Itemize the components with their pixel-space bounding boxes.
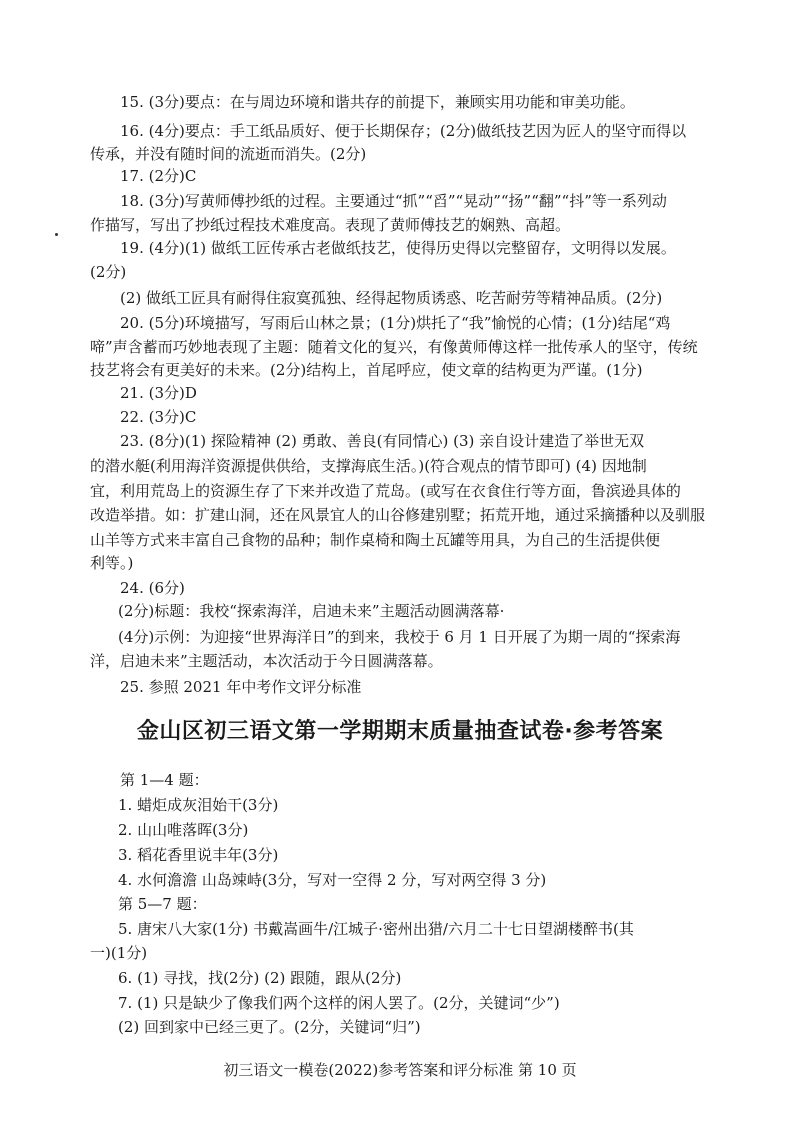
answer-15: 15. (3分)要点：在与周边环境和谐共存的前提下，兼顾实用功能和审美功能。 — [120, 93, 635, 111]
answer-24-example-line2: 洋，启迪未来”主题活动，本次活动于今日圆满落幕。 — [90, 652, 443, 670]
second-answer-7-line2: (2) 回到家中已经三更了。(2分，关键词“归”) — [118, 1018, 421, 1036]
second-answer-5-line1: 5. 唐宋八大家(1分) 书戴嵩画牛/江城子·密州出猎/六月二十七日望湖楼醉书(其 — [118, 920, 634, 938]
answer-23-line2: 的潜水艇(利用海洋资源提供供给，支撑海底生活。)(符合观点的情节即可) (4) 因地制 — [90, 457, 647, 475]
second-answer-2: 2. 山山唯落晖(3分) — [118, 821, 249, 839]
page-footer: 初三语文一模卷(2022)参考答案和评分标准 第 10 页 — [223, 1061, 577, 1079]
answer-17: 17. (2分)C — [120, 167, 197, 185]
second-answer-4: 4. 水何澹澹 山岛竦峙(3分，写对一空得 2 分，写对两空得 3 分) — [118, 871, 547, 889]
section-title: 金山区初三语文第一学期期末质量抽查试卷·参考答案 — [136, 719, 664, 744]
answer-22: 22. (3分)C — [120, 408, 197, 426]
group-1-4-label: 第 1—4 题： — [120, 771, 209, 789]
answer-24: 24. (6分) — [120, 579, 185, 597]
answer-18-line1: 18. (3分)写黄师傅抄纸的过程。主要通过“抓”“舀”“晃动”“扬”“翻”“抖”等一系列动 — [120, 192, 667, 210]
answer-19-line2: (2分) — [90, 263, 127, 281]
second-answer-7-line1: 7. (1) 只是缺少了像我们两个这样的闲人罢了。(2分，关键词“少”) — [118, 994, 560, 1012]
second-answer-5-line2: 一)(1分) — [90, 944, 148, 962]
answer-16-line2: 传承，并没有随时间的流逝而消失。(2分) — [90, 145, 367, 163]
answer-23-line4: 改造举措。如：扩建山洞，还在风景宜人的山谷修建别墅；拓荒开地，通过采摘播种以及驯服 — [90, 506, 706, 524]
answer-16-line1: 16. (4分)要点：手工纸品质好、便于长期保存；(2分)做纸技艺因为匠人的坚守而得以 — [120, 122, 687, 140]
second-answer-3: 3. 稻花香里说丰年(3分) — [118, 846, 279, 864]
answer-23-line3: 宜，利用荒岛上的资源生存了下来并改造了荒岛。(或写在衣食住行等方面，鲁滨逊具体的 — [90, 482, 681, 500]
second-answer-6: 6. (1) 寻找，找(2分) (2) 跟随，跟从(2分) — [118, 969, 402, 987]
answer-25: 25. 参照 2021 年中考作文评分标准 — [120, 678, 362, 696]
answer-20-line1: 20. (5分)环境描写，写雨后山林之景；(1分)烘托了“我”愉悦的心情；(1分)结尾“鸡 — [120, 314, 671, 332]
answer-19-line1: 19. (4分)(1) 做纸工匠传承古老做纸技艺，使得历史得以完整留存，文明得以发展。 — [120, 239, 676, 257]
answer-24-example-line1: (4分)示例：为迎接“世界海洋日”的到来，我校于 6 月 1 日开展了为期一周的“探索海 — [118, 628, 681, 646]
answer-21: 21. (3分)D — [120, 384, 197, 402]
answer-19-line3: (2) 做纸工匠具有耐得住寂寞孤独、经得起物质诱惑、吃苦耐劳等精神品质。(2分) — [120, 289, 663, 307]
group-5-7-label: 第 5—7 题： — [118, 895, 207, 913]
answer-20-line2: 啼”声含蓄而巧妙地表现了主题：随着文化的复兴，有像黄师傅这样一批传承人的坚守，传统 — [90, 338, 698, 356]
answer-20-line3: 技艺将会有更美好的未来。(2分)结构上，首尾呼应，使文章的结构更为严谨。(1分) — [90, 361, 643, 379]
stray-mark — [55, 233, 58, 236]
answer-23-line6: 利等。) — [90, 554, 134, 572]
answer-23-line1: 23. (8分)(1) 探险精神 (2) 勇敢、善良(有同情心) (3) 亲自设计建造了举世无双 — [120, 432, 645, 450]
second-answer-1: 1. 蜡炬成灰泪始干(3分) — [118, 796, 279, 814]
answer-24-title: (2分)标题：我校“探索海洋，启迪未来”主题活动圆满落幕· — [118, 602, 505, 620]
answer-23-line5: 山羊等方式来丰富自己食物的品种；制作桌椅和陶土瓦罐等用具，为自己的生活提供便 — [90, 531, 661, 549]
answer-18-line2: 作描写，写出了抄纸过程技术难度高。表现了黄师傅技艺的娴熟、高超。 — [90, 216, 571, 234]
